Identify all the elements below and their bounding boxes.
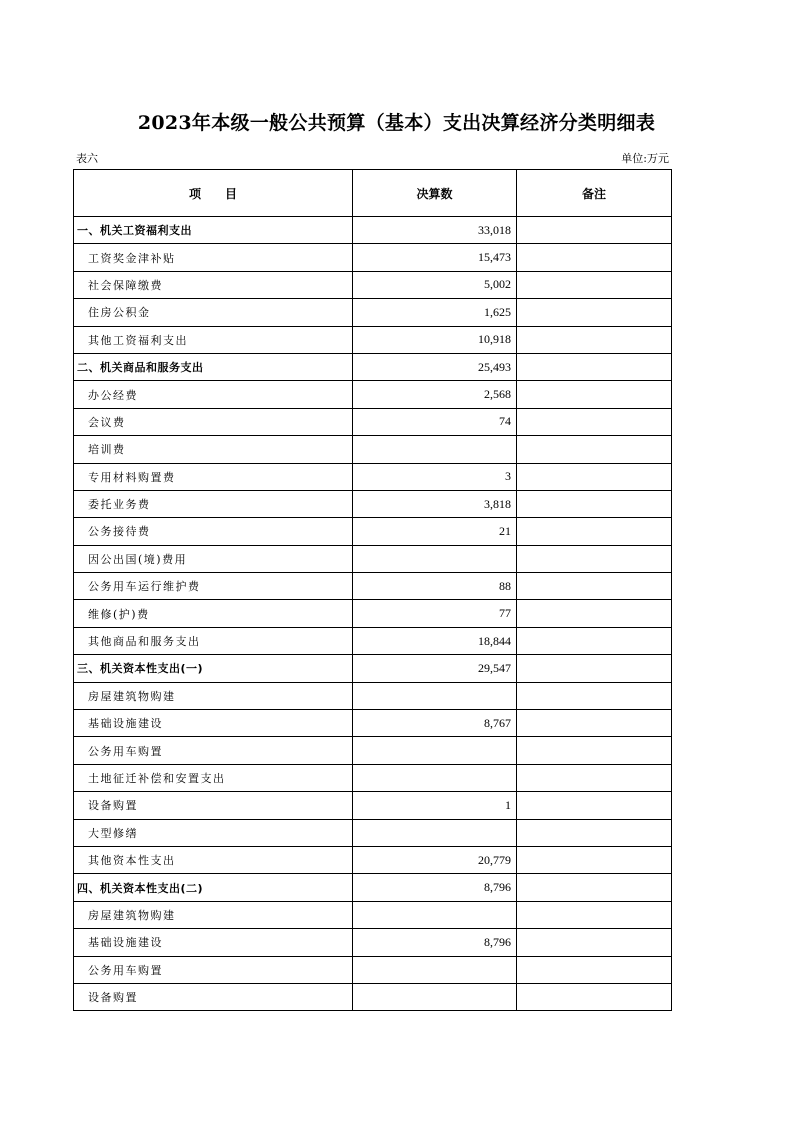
row-amount: 10,918 — [353, 326, 517, 353]
row-note — [517, 490, 672, 517]
row-item-name: 因公出国(境)费用 — [74, 545, 353, 572]
row-amount: 8,796 — [353, 929, 517, 956]
row-item-name: 基础设施建设 — [74, 929, 353, 956]
table-row — [74, 710, 672, 737]
row-note — [517, 271, 672, 298]
row-amount: 18,844 — [353, 627, 517, 654]
table-body — [74, 217, 672, 1011]
row-note — [517, 737, 672, 764]
category-row — [74, 655, 672, 682]
row-note — [517, 655, 672, 682]
row-item-name: 大型修缮 — [74, 819, 353, 846]
row-amount: 25,493 — [353, 353, 517, 380]
row-item-name: 会议费 — [74, 408, 353, 435]
row-item-name: 委托业务费 — [74, 490, 353, 517]
row-note — [517, 436, 672, 463]
page-title: 2023年本级一般公共预算（基本）支出决算经济分类明细表 — [137, 112, 656, 134]
table-row — [74, 436, 672, 463]
row-note — [517, 299, 672, 326]
row-item-name: 基础设施建设 — [74, 710, 353, 737]
row-note — [517, 983, 672, 1010]
row-note — [517, 682, 672, 709]
row-note — [517, 600, 672, 627]
row-item-name: 三、机关资本性支出(一) — [74, 655, 353, 682]
row-amount: 29,547 — [353, 655, 517, 682]
row-item-name: 培训费 — [74, 436, 353, 463]
row-item-name: 设备购置 — [74, 983, 353, 1010]
row-amount: 15,473 — [353, 244, 517, 271]
row-amount: 20,779 — [353, 846, 517, 873]
row-note — [517, 545, 672, 572]
row-amount — [353, 956, 517, 983]
row-note — [517, 353, 672, 380]
row-note — [517, 408, 672, 435]
header-note: 备注 — [517, 170, 672, 217]
row-note — [517, 956, 672, 983]
row-item-name: 工资奖金津补贴 — [74, 244, 353, 271]
row-amount — [353, 819, 517, 846]
row-amount: 5,002 — [353, 271, 517, 298]
row-note — [517, 901, 672, 928]
row-note — [517, 573, 672, 600]
row-amount — [353, 737, 517, 764]
row-note — [517, 929, 672, 956]
row-item-name: 四、机关资本性支出(二) — [74, 874, 353, 901]
table-row — [74, 764, 672, 791]
row-note — [517, 381, 672, 408]
row-item-name: 房屋建筑物购建 — [74, 901, 353, 928]
category-row — [74, 353, 672, 380]
table-row — [74, 463, 672, 490]
row-note — [517, 710, 672, 737]
row-note — [517, 846, 672, 873]
row-amount — [353, 901, 517, 928]
table-row — [74, 929, 672, 956]
category-row — [74, 217, 672, 244]
row-item-name: 社会保障缴费 — [74, 271, 353, 298]
row-item-name: 专用材料购置费 — [74, 463, 353, 490]
table-number: 表六 — [76, 152, 98, 165]
row-amount: 77 — [353, 600, 517, 627]
unit-label: 单位:万元 — [621, 152, 669, 165]
row-amount: 33,018 — [353, 217, 517, 244]
table-row — [74, 490, 672, 517]
row-amount: 88 — [353, 573, 517, 600]
row-item-name: 房屋建筑物购建 — [74, 682, 353, 709]
table-row — [74, 408, 672, 435]
table-row — [74, 518, 672, 545]
table-row — [74, 956, 672, 983]
row-amount: 8,796 — [353, 874, 517, 901]
table-row — [74, 901, 672, 928]
row-item-name: 一、机关工资福利支出 — [74, 217, 353, 244]
row-note — [517, 764, 672, 791]
table-row — [74, 326, 672, 353]
row-amount: 8,767 — [353, 710, 517, 737]
row-item-name: 办公经费 — [74, 381, 353, 408]
row-amount — [353, 545, 517, 572]
table-header-row — [74, 170, 672, 217]
row-note — [517, 463, 672, 490]
table-row — [74, 983, 672, 1010]
row-amount: 3,818 — [353, 490, 517, 517]
table-row — [74, 545, 672, 572]
table-row — [74, 573, 672, 600]
row-item-name: 土地征迁补偿和安置支出 — [74, 764, 353, 791]
row-amount: 1 — [353, 792, 517, 819]
row-item-name: 住房公积金 — [74, 299, 353, 326]
row-amount — [353, 682, 517, 709]
expenditure-table — [73, 169, 672, 1011]
row-amount — [353, 436, 517, 463]
table-row — [74, 244, 672, 271]
row-item-name: 设备购置 — [74, 792, 353, 819]
table-row — [74, 381, 672, 408]
table-row — [74, 682, 672, 709]
row-note — [517, 819, 672, 846]
table-row — [74, 737, 672, 764]
row-amount: 74 — [353, 408, 517, 435]
header-item: 项 目 — [74, 170, 353, 217]
table-row — [74, 627, 672, 654]
row-amount — [353, 983, 517, 1010]
row-note — [517, 244, 672, 271]
table-row — [74, 299, 672, 326]
table-row — [74, 846, 672, 873]
row-note — [517, 874, 672, 901]
table-row — [74, 600, 672, 627]
row-item-name: 公务用车购置 — [74, 956, 353, 983]
row-item-name: 公务用车运行维护费 — [74, 573, 353, 600]
row-amount: 2,568 — [353, 381, 517, 408]
row-item-name: 维修(护)费 — [74, 600, 353, 627]
row-note — [517, 792, 672, 819]
row-item-name: 公务用车购置 — [74, 737, 353, 764]
table-row — [74, 271, 672, 298]
row-item-name: 二、机关商品和服务支出 — [74, 353, 353, 380]
header-amount: 决算数 — [353, 170, 517, 217]
row-item-name: 其他工资福利支出 — [74, 326, 353, 353]
row-note — [517, 217, 672, 244]
table-row — [74, 819, 672, 846]
row-amount — [353, 764, 517, 791]
table-row — [74, 792, 672, 819]
row-amount: 21 — [353, 518, 517, 545]
row-amount: 1,625 — [353, 299, 517, 326]
row-note — [517, 627, 672, 654]
row-item-name: 其他资本性支出 — [74, 846, 353, 873]
row-note — [517, 518, 672, 545]
row-amount: 3 — [353, 463, 517, 490]
row-item-name: 其他商品和服务支出 — [74, 627, 353, 654]
row-item-name: 公务接待费 — [74, 518, 353, 545]
category-row — [74, 874, 672, 901]
row-note — [517, 326, 672, 353]
